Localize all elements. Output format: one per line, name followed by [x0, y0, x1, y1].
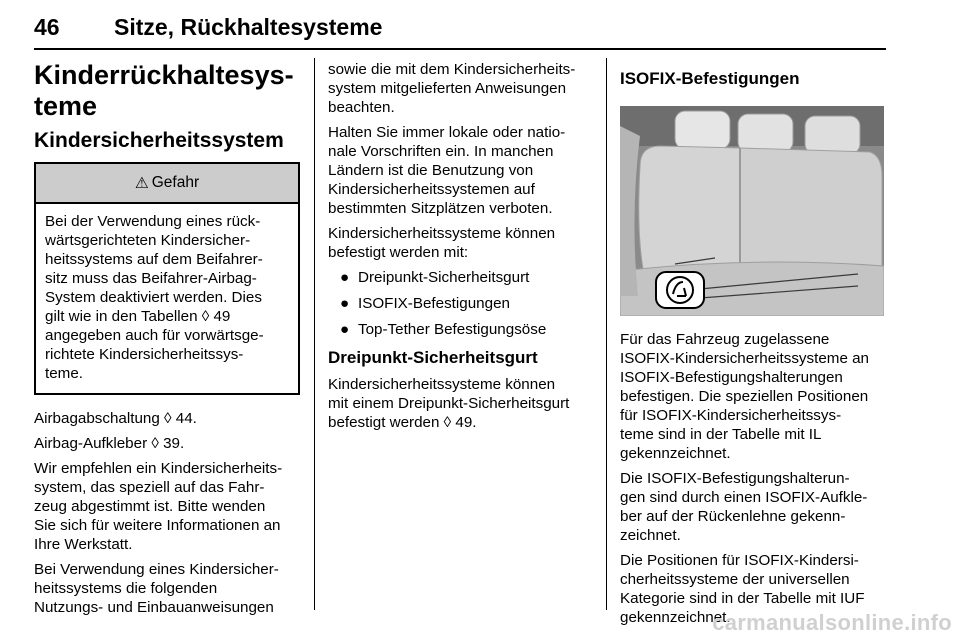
column-divider [606, 58, 607, 610]
list-item: ● ISOFIX-Befestigungen [340, 295, 510, 312]
header-rule [34, 48, 886, 50]
running-title: Sitze, Rückhaltesysteme [114, 14, 383, 40]
page-header [34, 10, 886, 50]
paragraph: Für das Fahrzeug zugelassene ISOFIX-Kindersicherheitssysteme an ISOFIX-Befestigungshalterungen befestigen. Die speziellen Positionen für ISOFIX-Kindersicherheitssys- teme sind in der Tabelle mit IL gekennzeichnet. [620, 331, 869, 462]
paragraph: Airbag-Aufkleber ◊ 39. [34, 435, 185, 452]
bullet-icon: ● [340, 269, 350, 286]
paragraph: Airbagabschaltung ◊ 44. [34, 410, 197, 427]
column-middle [328, 60, 596, 438]
column-right [620, 60, 886, 633]
paragraph: Kindersicherheitssysteme können befestigt werden mit: [328, 225, 556, 261]
watermark: carmanualsonline.info [712, 610, 952, 635]
paragraph: Halten Sie immer lokale oder natio- nale Vorschriften ein. In manchen Ländern ist die Benutzung von Kindersicherheitssystemen auf bestimmten Sitzplätzen verboten. [328, 124, 566, 217]
warning-label: Gefahr [151, 174, 200, 191]
paragraph: Die ISOFIX-Befestigungshalterun- gen sind durch einen ISOFIX-Aufkle- ber auf der Rückenlehne gekenn- zeichnet. [620, 470, 868, 544]
bullet-list [328, 268, 596, 339]
section-title: Kindersicherheitssystem [34, 129, 284, 152]
paragraph: Die Positionen für ISOFIX-Kindersi- cherheitssysteme der universellen Kategorie sind in der Tabelle mit IUF gekennzeichnet. [620, 552, 865, 626]
bullet-icon: ● [340, 321, 350, 338]
subheading: Dreipunkt-Sicherheitsgurt [328, 348, 538, 367]
isofix-seat-photo [620, 106, 884, 316]
warning-text: Bei der Verwendung eines rück- wärtsgerichteten Kindersicher- heitssystems auf dem Beifahrer- sitz muss das Beifahrer-Airbag- System deaktiviert werden. Dies gilt wie in den Tabellen ◊ 49 angegeben auch für vorwärtsge- richtete Kindersicherheitssys- teme. [45, 213, 264, 382]
column-divider [314, 58, 315, 610]
warning-header [36, 164, 298, 204]
section-heading: ISOFIX-Befestigungen [620, 69, 800, 88]
column-left [34, 60, 300, 623]
warning-triangle-icon: ⚠ [134, 174, 149, 192]
list-item: ● Dreipunkt-Sicherheitsgurt [340, 269, 530, 286]
paragraph: Bei Verwendung eines Kindersicher- heitssystems die folgenden Nutzungs- und Einbauanweisungen [34, 561, 279, 616]
warning-box [34, 162, 300, 395]
paragraph: sowie die mit dem Kindersicherheits- system mitgelieferten Anweisungen beachten. [328, 61, 576, 116]
chapter-title: Kinderrückhaltesys- teme [34, 60, 294, 121]
bullet-icon: ● [340, 295, 350, 312]
page-number: 46 [34, 14, 60, 40]
paragraph: Kindersicherheitssysteme können mit einem Dreipunkt-Sicherheitsgurt befestigt werden ◊ 49. [328, 376, 570, 431]
list-item: ● Top-Tether Befestigungsöse [340, 321, 547, 338]
paragraph: Wir empfehlen ein Kindersicherheits- system, das speziell auf das Fahr- zeug abgestimmt ist. Bitte wenden Sie sich für weitere Informationen an Ihre Werkstatt. [34, 460, 283, 553]
